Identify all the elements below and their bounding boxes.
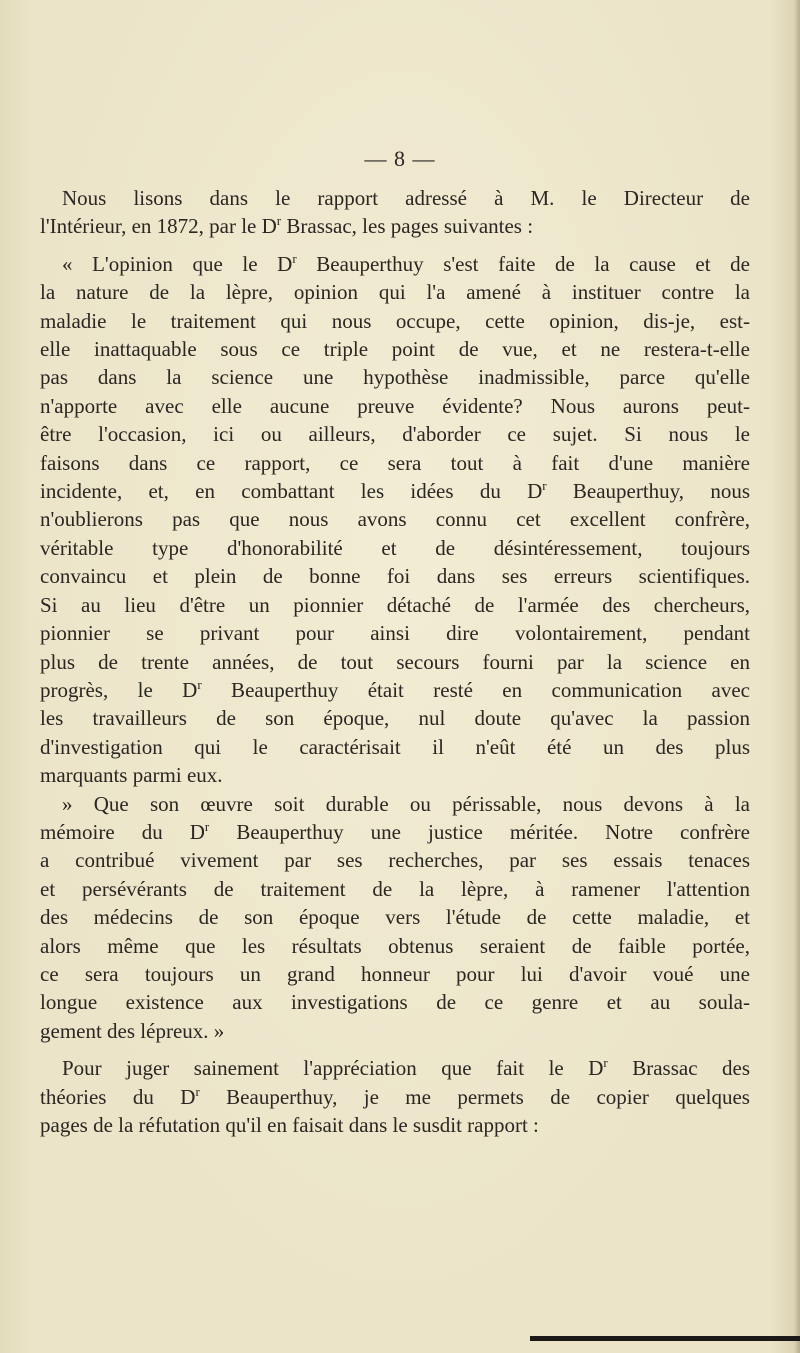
text-line: a contribué vivement par ses recherches, par ses essais tenaces: [40, 848, 750, 873]
body-text: [40, 184, 750, 1139]
text-line: Si au lieu d'être un pionnier détaché de l'armée des chercheurs,: [40, 592, 750, 617]
text-line: ce sera toujours un grand honneur pour lui d'avoir voué une: [40, 961, 750, 986]
text-line: d'investigation qui le caractérisait il n'eût été un des plus: [40, 734, 750, 759]
text-line: théories du $D^r$ Beauperthuy, je me permets de copier quelques: [40, 1083, 750, 1109]
text-line: n'apporte avec elle aucune preuve évidente? Nous aurons peut-: [40, 393, 750, 418]
superscript: r: [195, 1083, 200, 1099]
text-line: la nature de la lèpre, opinion qui l'a amené à instituer contre la: [40, 280, 750, 305]
text-line: Pour juger sainement l'appréciation que fait le $D^r$ Brassac des: [62, 1055, 750, 1081]
text-line: alors même que les résultats obtenus seraient de faible portée,: [40, 933, 750, 958]
text-line: des médecins de son époque vers l'étude de cette maladie, et: [40, 905, 750, 930]
text-line: véritable type d'honorabilité et de désintéressement, toujours: [40, 535, 750, 560]
text-line: gement des lépreux. »: [40, 1018, 225, 1043]
text-line: l'Intérieur, en 1872, par le $D^r$ Brassac, les pages suivantes :: [40, 213, 534, 239]
text-line: » Que son œuvre soit durable ou périssable, nous devons à la: [62, 791, 750, 816]
bottom-edge-rule: [530, 1336, 800, 1341]
text-line: pas dans la science une hypothèse inadmissible, parce qu'elle: [40, 365, 750, 390]
text-line: et persévérants de traitement de la lèpre, à ramener l'attention: [40, 876, 750, 901]
text-line: convaincu et plein de bonne foi dans ses erreurs scientifiques.: [40, 564, 750, 589]
text-line: Nous lisons dans le rapport adressé à M. le Directeur de: [62, 186, 750, 210]
text-line: pionnier se privant pour ainsi dire volontairement, pendant: [40, 621, 750, 646]
superscript: r: [603, 1055, 608, 1071]
paragraph-quote-2: [40, 790, 750, 1046]
superscript: r: [292, 250, 297, 266]
text-line: mémoire du $D^r$ Beauperthuy une justice méritée. Notre confrère: [40, 818, 750, 844]
text-line: maladie le traitement qui nous occupe, cette opinion, dis-je, est-: [40, 308, 750, 333]
superscript: r: [197, 676, 202, 692]
paragraph-quote-1: [40, 250, 750, 790]
text-line: marquants parmi eux.: [40, 763, 223, 788]
text-line: elle inattaquable sous ce triple point de vue, et ne restera-t-elle: [40, 337, 750, 362]
superscript: r: [276, 213, 282, 229]
page-number: — 8 —: [364, 146, 436, 171]
page-edge-shadow: [794, 0, 800, 1353]
text-line: les travailleurs de son époque, nul doute qu'avec la passion: [40, 706, 750, 731]
text-line: faisons dans ce rapport, ce sera tout à fait d'une manière: [40, 450, 750, 475]
text-line: être l'occasion, ici ou ailleurs, d'aborder ce sujet. Si nous le: [40, 422, 750, 447]
text-line: incidente, et, en combattant les idées du $D^r$ Beauperthuy, nous: [40, 478, 750, 504]
paragraph-closing: [40, 1054, 750, 1139]
superscript: r: [542, 478, 547, 494]
text-line: longue existence aux investigations de ce genre et au soula-: [40, 990, 750, 1015]
paragraph-intro: [40, 184, 750, 241]
superscript: r: [204, 818, 210, 834]
text-line: progrès, le $D^r$ Beauperthuy était resté en communication avec: [40, 676, 750, 702]
text-line: « L'opinion que le $D^r$ Beauperthuy s'est faite de la cause et de: [62, 250, 750, 276]
text-line: pages de la réfutation qu'il en faisait dans le susdit rapport :: [40, 1113, 539, 1137]
text-line: plus de trente années, de tout secours fourni par la science en: [40, 649, 750, 674]
text-line: n'oublierons pas que nous avons connu cet excellent confrère,: [40, 507, 750, 532]
